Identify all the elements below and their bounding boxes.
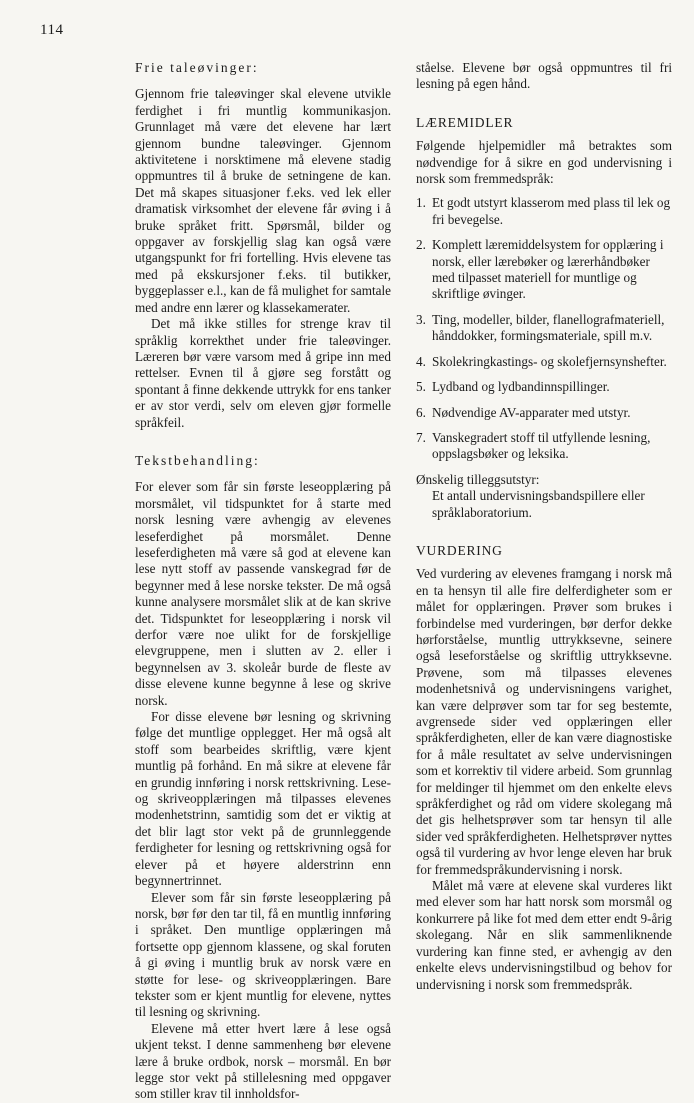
paragraph: Ved vurdering av elevenes framgang i norsk må en ta hensyn til alle fire delferdigheter som er målet for opplæringen. Prøver som brukes i forbindelse med vurderingen, bør derfor dekke hørforståelse, muntlig uttrykksevne, seinere også leseforståelse og skriftlig uttrykksevne. Prøvene, som må tilpasses elevenes modenhetsnivå og undervisningens varighet, kan være delprøver som tar for seg bestemte, avgrensede sider ved opplæringen eller språkferdigheten, eller de kan være diagnostiske for å måle resultatet av selve undervisningen som et korrektiv til videre arbeid. Som grunnlag for meldinger til hjemmet om den enkelte elevs språkferdighet og råd om videre skolegang må det gis helhetsprøver som tar hensyn til alle sider ved språkferdigheten. Helhetsprøver nyttes også til vurdering av hvor lenge eleven har bruk for fremmedspråkundervisning i norsk. [416,566,672,877]
list-item-text: Komplett læremiddelsystem for opplæring i norsk, eller lærebøker og lærerhåndbøker med tilpasset materiell for muntlige og skriftlige øvinger. [432,237,664,302]
page-number: 114 [40,22,64,38]
list-item-number: 2. [416,237,426,253]
optional-equipment-text: Et antall undervisningsbandspillere eller språklaboratorium. [432,488,645,520]
list-item [416,195,672,228]
list-item-text: Skolekringkastings- og skolefjernsynshefter. [432,353,667,369]
laeremidler-list [416,195,672,462]
paragraph: Målet må være at elevene skal vurderes likt med elever som har hatt norsk som morsmål og konkurrere på like fot med dem etter endt 9-årig skolegang. Når en slik sammenliknende vurdering kan finne sted, er avhengig av den enkelte elevs undervisningstilbud og behov for undervisning i norsk som fremmedspråk. [416,878,672,992]
list-item [416,354,672,370]
section-heading-tekstbehandling: Tekstbehandling: [135,452,260,468]
list-item-text: Lydband og lydbandinnspillinger. [432,379,610,395]
list-item [416,379,672,395]
optional-equipment [416,472,672,521]
list-item [416,312,672,345]
paragraph: Gjennom frie taleøvinger skal elevene utvikle ferdighet i fri muntlig kommunikasjon. Grunnlaget må være det elevene har lært gjennom bundne taleøvinger. Gjennom aktivitetene i norsktimene må elevene stadig oppmuntres til å bruke de setningene de kan. Det må skapes situasjoner f.eks. ved lek eller dramatisk virksomhet der elevene får øving i å bruke språket fritt. Spørsmål, bilder og oppgaver av forskjellig slag kan også være utgangspunkt for fri fortelling. Hvis elevene tas med på ekskursjoner f.eks. til butikker, byggeplasser e.l., kan de få mulighet for samtale med andre enn lærer og klassekamerater. [135,86,391,315]
optional-equipment-label: Ønskelig tilleggsutstyr: [416,471,540,487]
paragraph: Elevene må etter hvert lære å lese også ukjent tekst. I denne sammenheng bør elevene lære å bruke ordbok, norsk – morsmål. En bør legge stor vekt på stillelesning med oppgaver som stiller krav til innholdsfor- [135,1020,391,1102]
list-item-number: 4. [416,353,426,369]
section-heading-laeremidler: LÆREMIDLER [416,114,514,130]
paragraph-continuation: ståelse. Elevene bør også oppmuntres til fri lesning på egen hånd. [416,60,672,92]
list-item-number: 7. [416,429,426,445]
paragraph: For elever som får sin første leseopplæring på morsmålet, vil tidspunktet for å starte med norsk lesning være avhengig av elevenes leseferdighet på morsmålet. Denne leseferdigheten må være så god at elevene kan lese nytt stoff av passende vanskegrad før de begynner med å lese norske tekster. De må også kunne analysere morsmålet slik at de kan skrive det. Tidspunktet for leseopplæring i norsk vil derfor være noe ulikt for de forskjellige elevgruppene, men i slutten av 2. eller i begynnelsen av 3. skoleår burde de fleste av disse elevene kunne begynne å lese og skrive norsk. [135,479,391,708]
right-column [416,60,672,993]
paragraph: For disse elevene bør lesning og skrivning følge det muntlige opplegget. Her må også alt stoff som bearbeides skriftlig, være kjent muntlig på forhånd. En må sikre at elevene får en grundig innføring i norsk rettskrivning. Lese- og skriveopplæringen må tilpasses elevenes modenhetstrinn, samtidig som det er viktig at det blir lagt stor vekt på de grunnleggende ferdigheter for lesning og rettskrivning også for elever på et høyere alderstrinn enn begynnertrinnet. [135,709,391,889]
list-item-number: 6. [416,404,426,420]
section-heading-frie-taleovinger: Frie taleøvinger: [135,60,259,75]
left-column [135,60,391,1103]
section-heading-vurdering: VURDERING [416,542,503,558]
laeremidler-intro: Følgende hjelpemidler må betraktes som nødvendige for å sikre en god undervisning i norsk som fremmedspråk: [416,138,672,187]
list-item [416,405,672,421]
list-item-text: Et godt utstyrt klasserom med plass til lek og fri bevegelse. [432,195,671,227]
list-item-number: 1. [416,195,426,211]
list-item-text: Nødvendige AV-apparater med utstyr. [432,404,631,420]
list-item-number: 5. [416,379,426,395]
list-item [416,430,672,463]
list-item-text: Vanskegradert stoff til utfyllende lesning, oppslagsbøker og leksika. [432,429,651,462]
list-item [416,237,672,303]
list-item-text: Ting, modeller, bilder, flanellografmateriell, hånddokker, formingsmateriale, spill m.v. [432,311,665,344]
paragraph: Elever som får sin første leseopplæring på norsk, bør før den tar til, få en muntlig innføring i språket. Den muntlige opplæringen må fortsette opp gjennom klassene, og skal foruten å gi øving i muntlig bruk av norsk være en støtte for lese- og skriveopplæringen. Bare tekster som er kjent muntlig for elevene, nyttes til lesning og skrivning. [135,889,391,1020]
list-item-number: 3. [416,311,426,327]
paragraph: Det må ikke stilles for strenge krav til språklig korrekthet under frie taleøvinger. Læreren bør være varsom med å gripe inn med rettelser. Evnen til å gjøre seg forstått og spontant å finne dekkende uttrykk for ens tanker er av stor verdi, selv om eleven gjør formelle språkfeil. [135,316,391,430]
